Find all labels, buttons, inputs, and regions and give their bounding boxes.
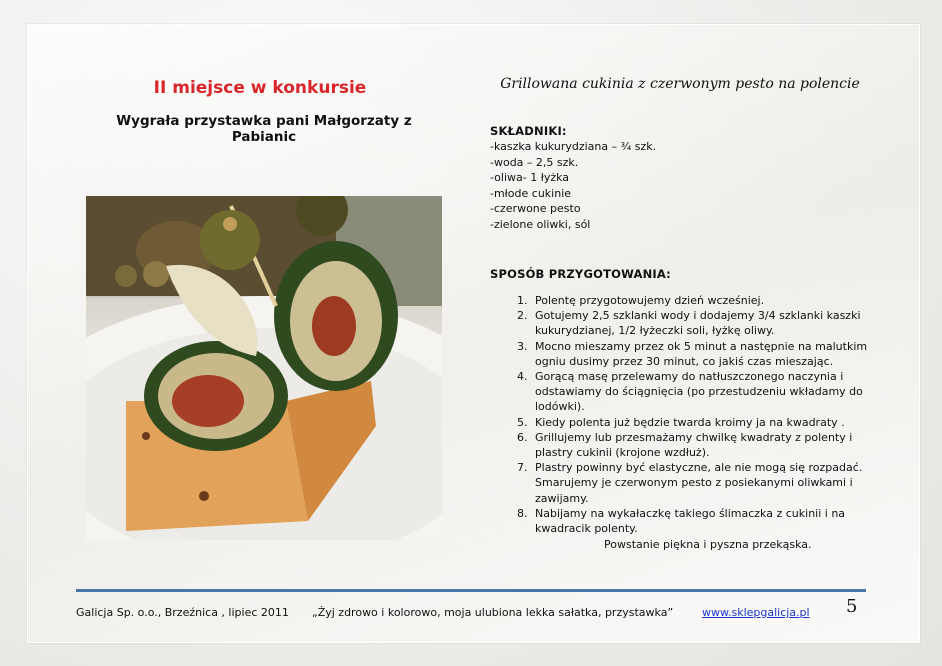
recipe-title: Grillowana cukinia z czerwonym pesto na polencie [500,76,860,92]
dish-photo [86,196,442,540]
ingredient-item: -zielone oliwki, sól [490,217,591,231]
method-steps-list [513,293,886,536]
ingredient-item: -woda – 2,5 szk. [490,155,579,169]
ingredient-item: -czerwone pesto [490,202,581,215]
ingredients-list [490,139,656,232]
method-heading: SPOSÓB PRZYGOTOWANIA: [490,267,671,281]
method-step: 1. Polentę przygotowujemy dzień wcześniej. [531,293,886,308]
footer-company: Galicja Sp. o.o., Brzeźnica , lipiec 2011 [76,606,289,619]
ingredient-item: -młode cukinie [490,186,572,200]
footer-website-link[interactable]: www.sklepgalicja.pl [702,606,810,619]
ingredient-item: -oliwa- 1 łyżka [490,171,570,184]
method-step: 2. Gotujemy 2,5 szklanki wody i dodajemy 3/4 szklanki kaszki kukurydzianej, 1/2 łyżeczki soli, łyżkę oliwy. [531,308,886,338]
ingredient-item: -kaszka kukurydziana – ¾ szk. [490,140,657,153]
method-step: 6. Grillujemy lub przesmażamy chwilkę kwadraty z polenty i plastry cukinii (krojone wzdłuż). [531,430,886,460]
contest-place-heading: II miejsce w konkursie [153,78,367,98]
footer-divider [76,589,866,592]
method-step: 8. Nabijamy na wykałaczkę takiego ślimaczka z cukinii i na kwadracik polenty. [531,506,886,536]
dish-photo-illustration [86,196,442,540]
method-step: 7. Plastry powinny być elastyczne, ale nie mogą się rozpadać. Smarujemy je czerwonym pesto z posiekanymi oliwkami i zawijamy. [531,460,886,506]
footer-slogan: „Żyj zdrowo i kolorowo, moja ulubiona lekka sałatka, przystawka” [312,606,674,619]
method-step: 5. Kiedy polenta już będzie twarda kroimy ja na kwadraty . [531,415,886,430]
method-step: 3. Mocno mieszamy przez ok 5 minut a następnie na malutkim ogniu dusimy przez 30 minut, co jakiś czas mieszając. [531,339,886,369]
winner-subheading: Wygrała przystawka pani Małgorzaty z Pabianic [116,113,412,145]
ingredients-heading: SKŁADNIKI: [490,124,567,138]
page-number: 5 [846,596,858,617]
method-step: 4. Gorącą masę przelewamy do natłuszczonego naczynia i odstawiamy do ściągnięcia (po przestudzeniu wkładamy do lodówki). [531,369,886,415]
closing-line: Powstanie piękna i pyszna przekąska. [604,538,812,551]
